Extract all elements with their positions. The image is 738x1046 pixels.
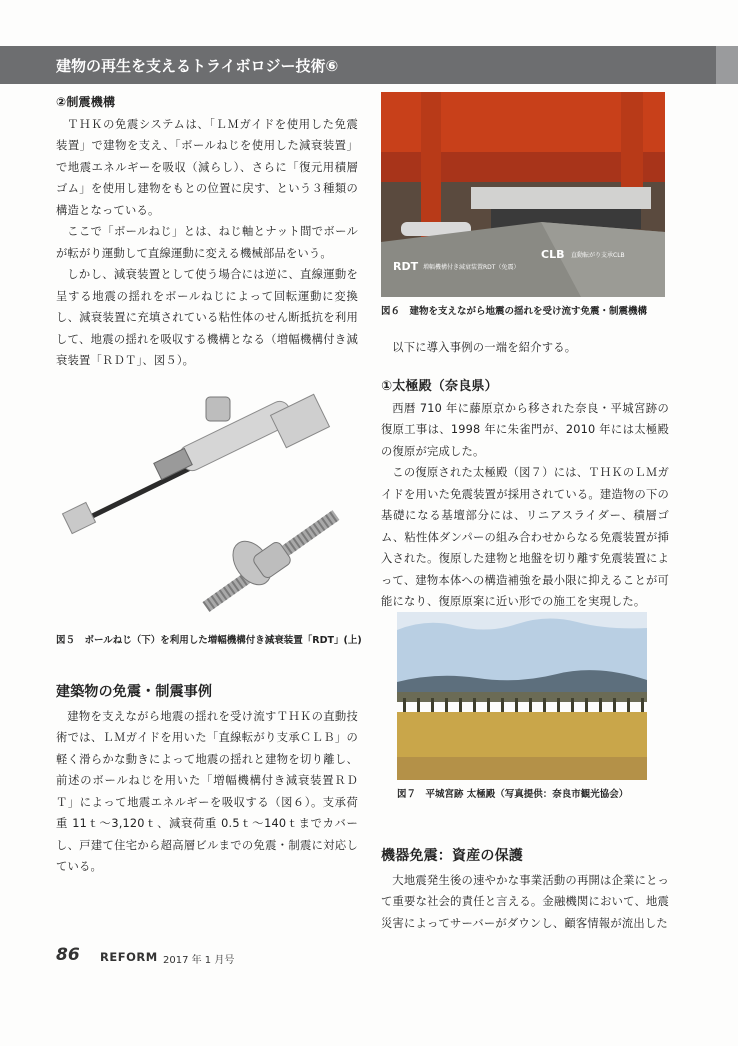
left-column-cases	[56, 682, 358, 878]
header-tab-accent	[716, 46, 738, 84]
figure-6-isolation-photo	[381, 92, 665, 297]
fig6-label-rdt-sub: 増幅機構付き減衰装置RDT（免震）	[423, 264, 520, 271]
issue-date: 2017 年 1 月号	[163, 955, 235, 966]
right-column-equipment	[381, 846, 669, 934]
fig6-label-clb-sub: 直動転がり支承CLB	[571, 252, 625, 259]
page-number: 86	[56, 945, 80, 965]
fig6-label-rdt: RDT	[393, 260, 419, 273]
figure-7-heijo-palace-photo	[397, 612, 647, 780]
right-column-intro	[381, 337, 669, 359]
section-heading-seismic-control: ②制震機構	[56, 95, 116, 109]
figure-7-caption: 図７ 平城宮跡 太極殿（写真提供：奈良市観光協会）	[397, 789, 629, 800]
paragraph: この復原された太極殿（図７）には、ＴＨＫのＬＭガイドを用いた免震装置が採用されている。建造物の下の基礎になる基壇部分には、リニアスライダー、積層ゴム、粘性体ダンパーの組み合わせからなる免震装置が挿入された。復原した建物と地盤を切り離す免震装置によって、建物本体への構造補強を最小限に抑えることが可能になり、復原原案に近い形での施工を実現した。	[381, 466, 669, 608]
paragraph: しかし、減衰装置として使う場合には逆に、直線運動を呈する地震の揺れをボールねじによって回転運動に変換し、減衰装置に充填されている粘性体のせん断抵抗を利用して、地震の揺れを吸収する機構となる（増幅機構付き減衰装置「ＲＤＴ」、図５）。	[56, 268, 358, 367]
paragraph: 以下に導入事例の一端を紹介する。	[392, 341, 577, 354]
figure-6-caption: 図６ 建物を支えながら地震の揺れを受け流す免震・制震機構	[381, 306, 648, 317]
figure-5-caption: 図５ ボールねじ（下）を利用した増幅機構付き減衰装置「RDT」(上)	[56, 635, 362, 646]
rdt-damper-drawing	[62, 394, 329, 533]
heijo-palace-landscape	[397, 612, 647, 780]
section-heading-daigokuden: ①太極殿（奈良県）	[381, 379, 498, 394]
paragraph: 西暦 710 年に藤原京から移された奈良・平城宮跡の復原工事は、1998 年に朱雀門が、2010 年には太極殿の復原が完成した。	[381, 401, 669, 458]
ball-screw-illustration	[56, 385, 356, 620]
figure-5-ball-screw-image	[56, 385, 356, 620]
paragraph: 大地震発生後の速やかな事業活動の再開は企業にとって重要な社会的責任と言える。金融機関において、地震災害によってサーバーがダウンし、顧客情報が流出した	[381, 873, 669, 930]
paragraph: 建物を支えながら地震の揺れを受け流すＴＨＫの直動技術では、ＬＭガイドを用いた「直線転がり支承ＣＬＢ」の軽く滑らかな動きによって地震の揺れと建物を切り離し、前述のボールねじを用いた「増幅機構付き減衰装置ＲＤＴ」によって地震エネルギーを吸収する（図６）。支承荷重 11ｔ～3,120ｔ、減衰荷重 0.5ｔ～140ｔまでカバーし、戸建て住宅から超高層ビルまでの免震・制震に対応している。	[56, 709, 358, 873]
magazine-name: REFORM	[100, 950, 158, 964]
fig6-label-clb: CLB	[541, 248, 565, 261]
paragraph: ここで「ボールねじ」とは、ねじ軸とナット間でボールが転がり運動して直線運動に変える機械部品をいう。	[56, 225, 358, 260]
header-bar	[0, 46, 738, 84]
paragraph: ＴＨＫの免震システムは、「ＬＭガイドを使用した免震装置」で建物を支え、「ボールねじを使用した減衰装置」で地震エネルギーを吸収（減らし）、さらに「復元用積層ゴム」を使用し建物をもとの位置に戻す、という３種類の構造となっている。	[56, 117, 358, 217]
section-heading-building-cases: 建築物の免震・制震事例	[56, 684, 213, 700]
page-title: 建物の再生を支えるトライボロジー技術⑥	[56, 57, 339, 75]
right-column-case1	[381, 376, 669, 613]
ball-screw-drawing	[206, 515, 336, 607]
left-column	[56, 92, 358, 372]
section-heading-equipment-isolation: 機器免震：資産の保護	[381, 848, 523, 864]
